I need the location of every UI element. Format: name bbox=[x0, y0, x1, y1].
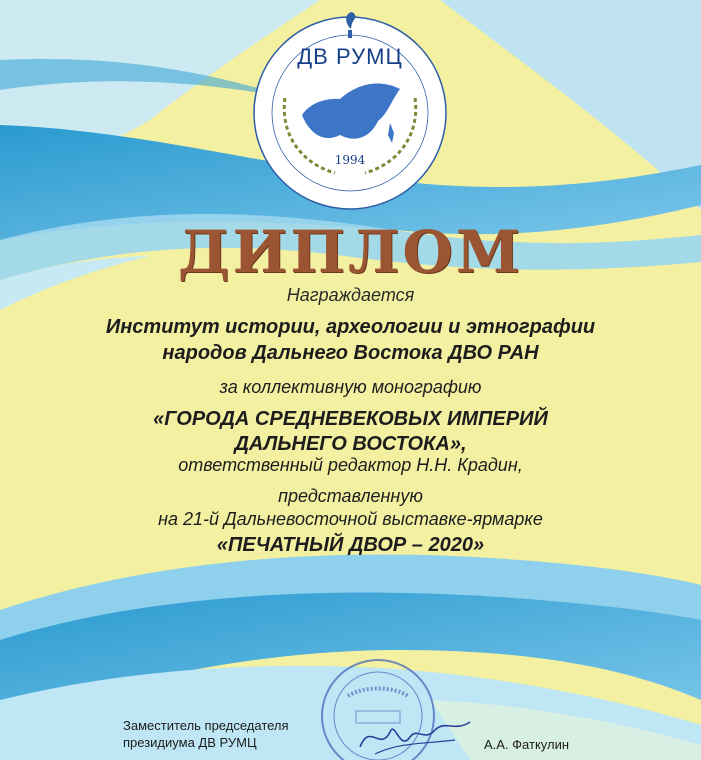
award-reason: за коллективную монографию bbox=[219, 377, 482, 397]
signer-role-line2: президиума ДВ РУМЦ bbox=[123, 735, 257, 750]
logo-year: 1994 bbox=[334, 153, 366, 167]
book-title-line1: «ГОРОДА СРЕДНЕВЕКОВЫХ ИМПЕРИЙ bbox=[153, 408, 548, 430]
diploma-title: ДИПЛОМ bbox=[177, 218, 524, 286]
awarded-label: Награждается bbox=[286, 285, 415, 305]
fair-name: «ПЕЧАТНЫЙ ДВОР – 2020» bbox=[216, 534, 485, 556]
signer-name: А.А. Фаткулин bbox=[484, 737, 570, 752]
institute-name-line2: народов Дальнего Востока ДВО РАН bbox=[162, 342, 539, 364]
institute-name-line1: Институт истории, археологии и этнографии bbox=[105, 316, 596, 338]
fair-description: на 21-й Дальневосточной выставке-ярмарке bbox=[158, 509, 543, 529]
book-title-line2: ДАЛЬНЕГО ВОСТОКА», bbox=[234, 433, 467, 455]
handwritten-signature bbox=[355, 712, 475, 760]
rumc-emblem bbox=[240, 3, 460, 223]
presented-label: представленную bbox=[278, 486, 423, 506]
signer-role-line1: Заместитель председателя bbox=[123, 718, 289, 733]
logo-abbreviation: ДВ РУМЦ bbox=[297, 44, 403, 69]
book-editor: ответственный редактор Н.Н. Крадин, bbox=[178, 455, 523, 475]
